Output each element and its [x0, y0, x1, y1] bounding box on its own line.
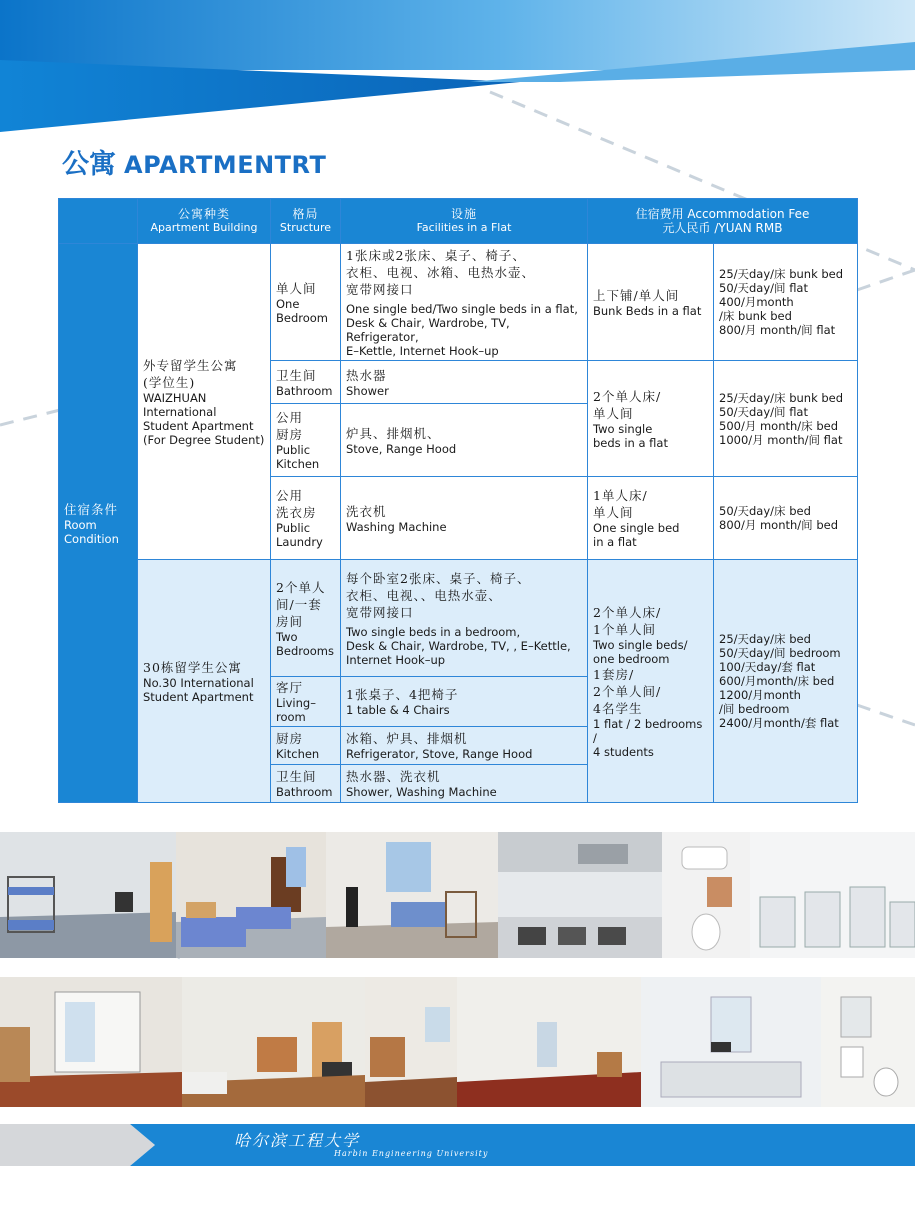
- room-condition-label: 住宿条件 Room Condition: [59, 244, 138, 803]
- title-english: APARTMENTRT: [124, 151, 327, 179]
- fee-cell: 25/天day/床 bed 50/天day/间 bedroom 100/天day/套 flat 600/月month/床 bed 1200/月month /间 bedroom 2400/月month/套 flat: [714, 560, 858, 803]
- structure-cell: 客厅 Living–room: [271, 677, 341, 727]
- top-banner: [0, 0, 915, 140]
- facility-cell: 1张桌子、4把椅子 1 table & 4 Chairs: [341, 677, 588, 727]
- university-logo: [234, 1128, 488, 1158]
- facility-cell: 炉具、排烟机、 Stove, Range Hood: [341, 404, 588, 477]
- header-structure: 格局 Structure: [271, 199, 341, 244]
- header-fee: 住宿费用 Accommodation Fee 元人民币 /YUAN RMB: [588, 199, 858, 244]
- table-row: [59, 560, 858, 677]
- dorm-bunk-bed-photo: [0, 832, 176, 958]
- header-facilities: 设施 Facilities in a Flat: [341, 199, 588, 244]
- header-blank: [59, 199, 138, 244]
- living-room-photo: [0, 977, 182, 1107]
- kitchen-photo: [498, 832, 662, 958]
- facility-cell: 1张床或2张床、桌子、椅子、 衣柜、电视、冰箱、电热水壶、 宽带网接口 One single bed/Two single beds in a flat, Desk & Chair, Wardrobe, TV, Refrigerator, E–Kettle, Internet Hook–up: [341, 244, 588, 361]
- building-no30: 30栋留学生公寓 No.30 International Student Apartment: [138, 560, 271, 803]
- accommodation-table: [58, 198, 858, 803]
- dorm-tv-room-photo: [326, 832, 498, 958]
- facility-cell: 洗衣机 Washing Machine: [341, 477, 588, 560]
- fee-cell: 25/天day/床 bunk bed 50/天day/间 flat 500/月 month/床 bed 1000/月 month/间 flat: [714, 361, 858, 477]
- room-type-cell: 2个单人床/ 单人间 Two single beds in a flat: [588, 361, 714, 477]
- building-waizhuan: 外专留学生公寓 (学位生) WAIZHUAN International Student Apartment (For Degree Student): [138, 244, 271, 560]
- room-type-cell: 1单人床/ 单人间 One single bed in a flat: [588, 477, 714, 560]
- photo-strip-bottom: [0, 977, 915, 1107]
- structure-cell: 卫生间 Bathroom: [271, 765, 341, 803]
- page-title: [62, 142, 326, 181]
- facility-cell: 冰箱、炉具、排烟机 Refrigerator, Stove, Range Hood: [341, 727, 588, 765]
- title-chinese: 公寓: [62, 149, 116, 180]
- bedroom-photo: [365, 977, 457, 1107]
- structure-cell: 公用 厨房 Public Kitchen: [271, 404, 341, 477]
- washroom-photo: [821, 977, 915, 1107]
- table-row: [59, 244, 858, 361]
- room-type-cell: 2个单人床/ 1个单人间 Two single beds/ one bedroom 1套房/ 2个单人间/ 4名学生 1 flat / 2 bedrooms / 4 students: [588, 560, 714, 803]
- table-header-row: [59, 199, 858, 244]
- room-type-cell: 上下铺/单人间 Bunk Beds in a flat: [588, 244, 714, 361]
- header-building: 公寓种类 Apartment Building: [138, 199, 271, 244]
- fee-cell: 50/天day/床 bed 800/月 month/间 bed: [714, 477, 858, 560]
- hallway-photo: [457, 977, 641, 1107]
- facility-cell: 热水器 Shower: [341, 361, 588, 404]
- structure-cell: 2个单人 间/一套 房间 Two Bedrooms: [271, 560, 341, 677]
- photo-strip-top: [0, 832, 915, 958]
- structure-cell: 卫生间 Bathroom: [271, 361, 341, 404]
- fee-cell: 25/天day/床 bunk bed 50/天day/间 flat 400/月month /床 bunk bed 800/月 month/间 flat: [714, 244, 858, 361]
- dorm-two-beds-photo: [176, 832, 326, 958]
- laundry-photo: [750, 832, 915, 958]
- tiled-kitchen-photo: [641, 977, 821, 1107]
- bedroom-desk-photo: [182, 977, 365, 1107]
- facility-cell: 每个卧室2张床、桌子、椅子、 衣柜、电视、、电热水壶、 宽带网接口 Two single beds in a bedroom, Desk & Chair, Wardrobe, TV, , E–Kettle, Internet Hook–up: [341, 560, 588, 677]
- structure-cell: 单人间 One Bedroom: [271, 244, 341, 361]
- structure-cell: 厨房 Kitchen: [271, 727, 341, 765]
- structure-cell: 公用 洗衣房 Public Laundry: [271, 477, 341, 560]
- logo-chinese: 哈尔滨工程大学: [234, 1131, 361, 1150]
- logo-english: Harbin Engineering University: [334, 1149, 489, 1158]
- bathroom-photo: [662, 832, 750, 958]
- facility-cell: 热水器、洗衣机 Shower, Washing Machine: [341, 765, 588, 803]
